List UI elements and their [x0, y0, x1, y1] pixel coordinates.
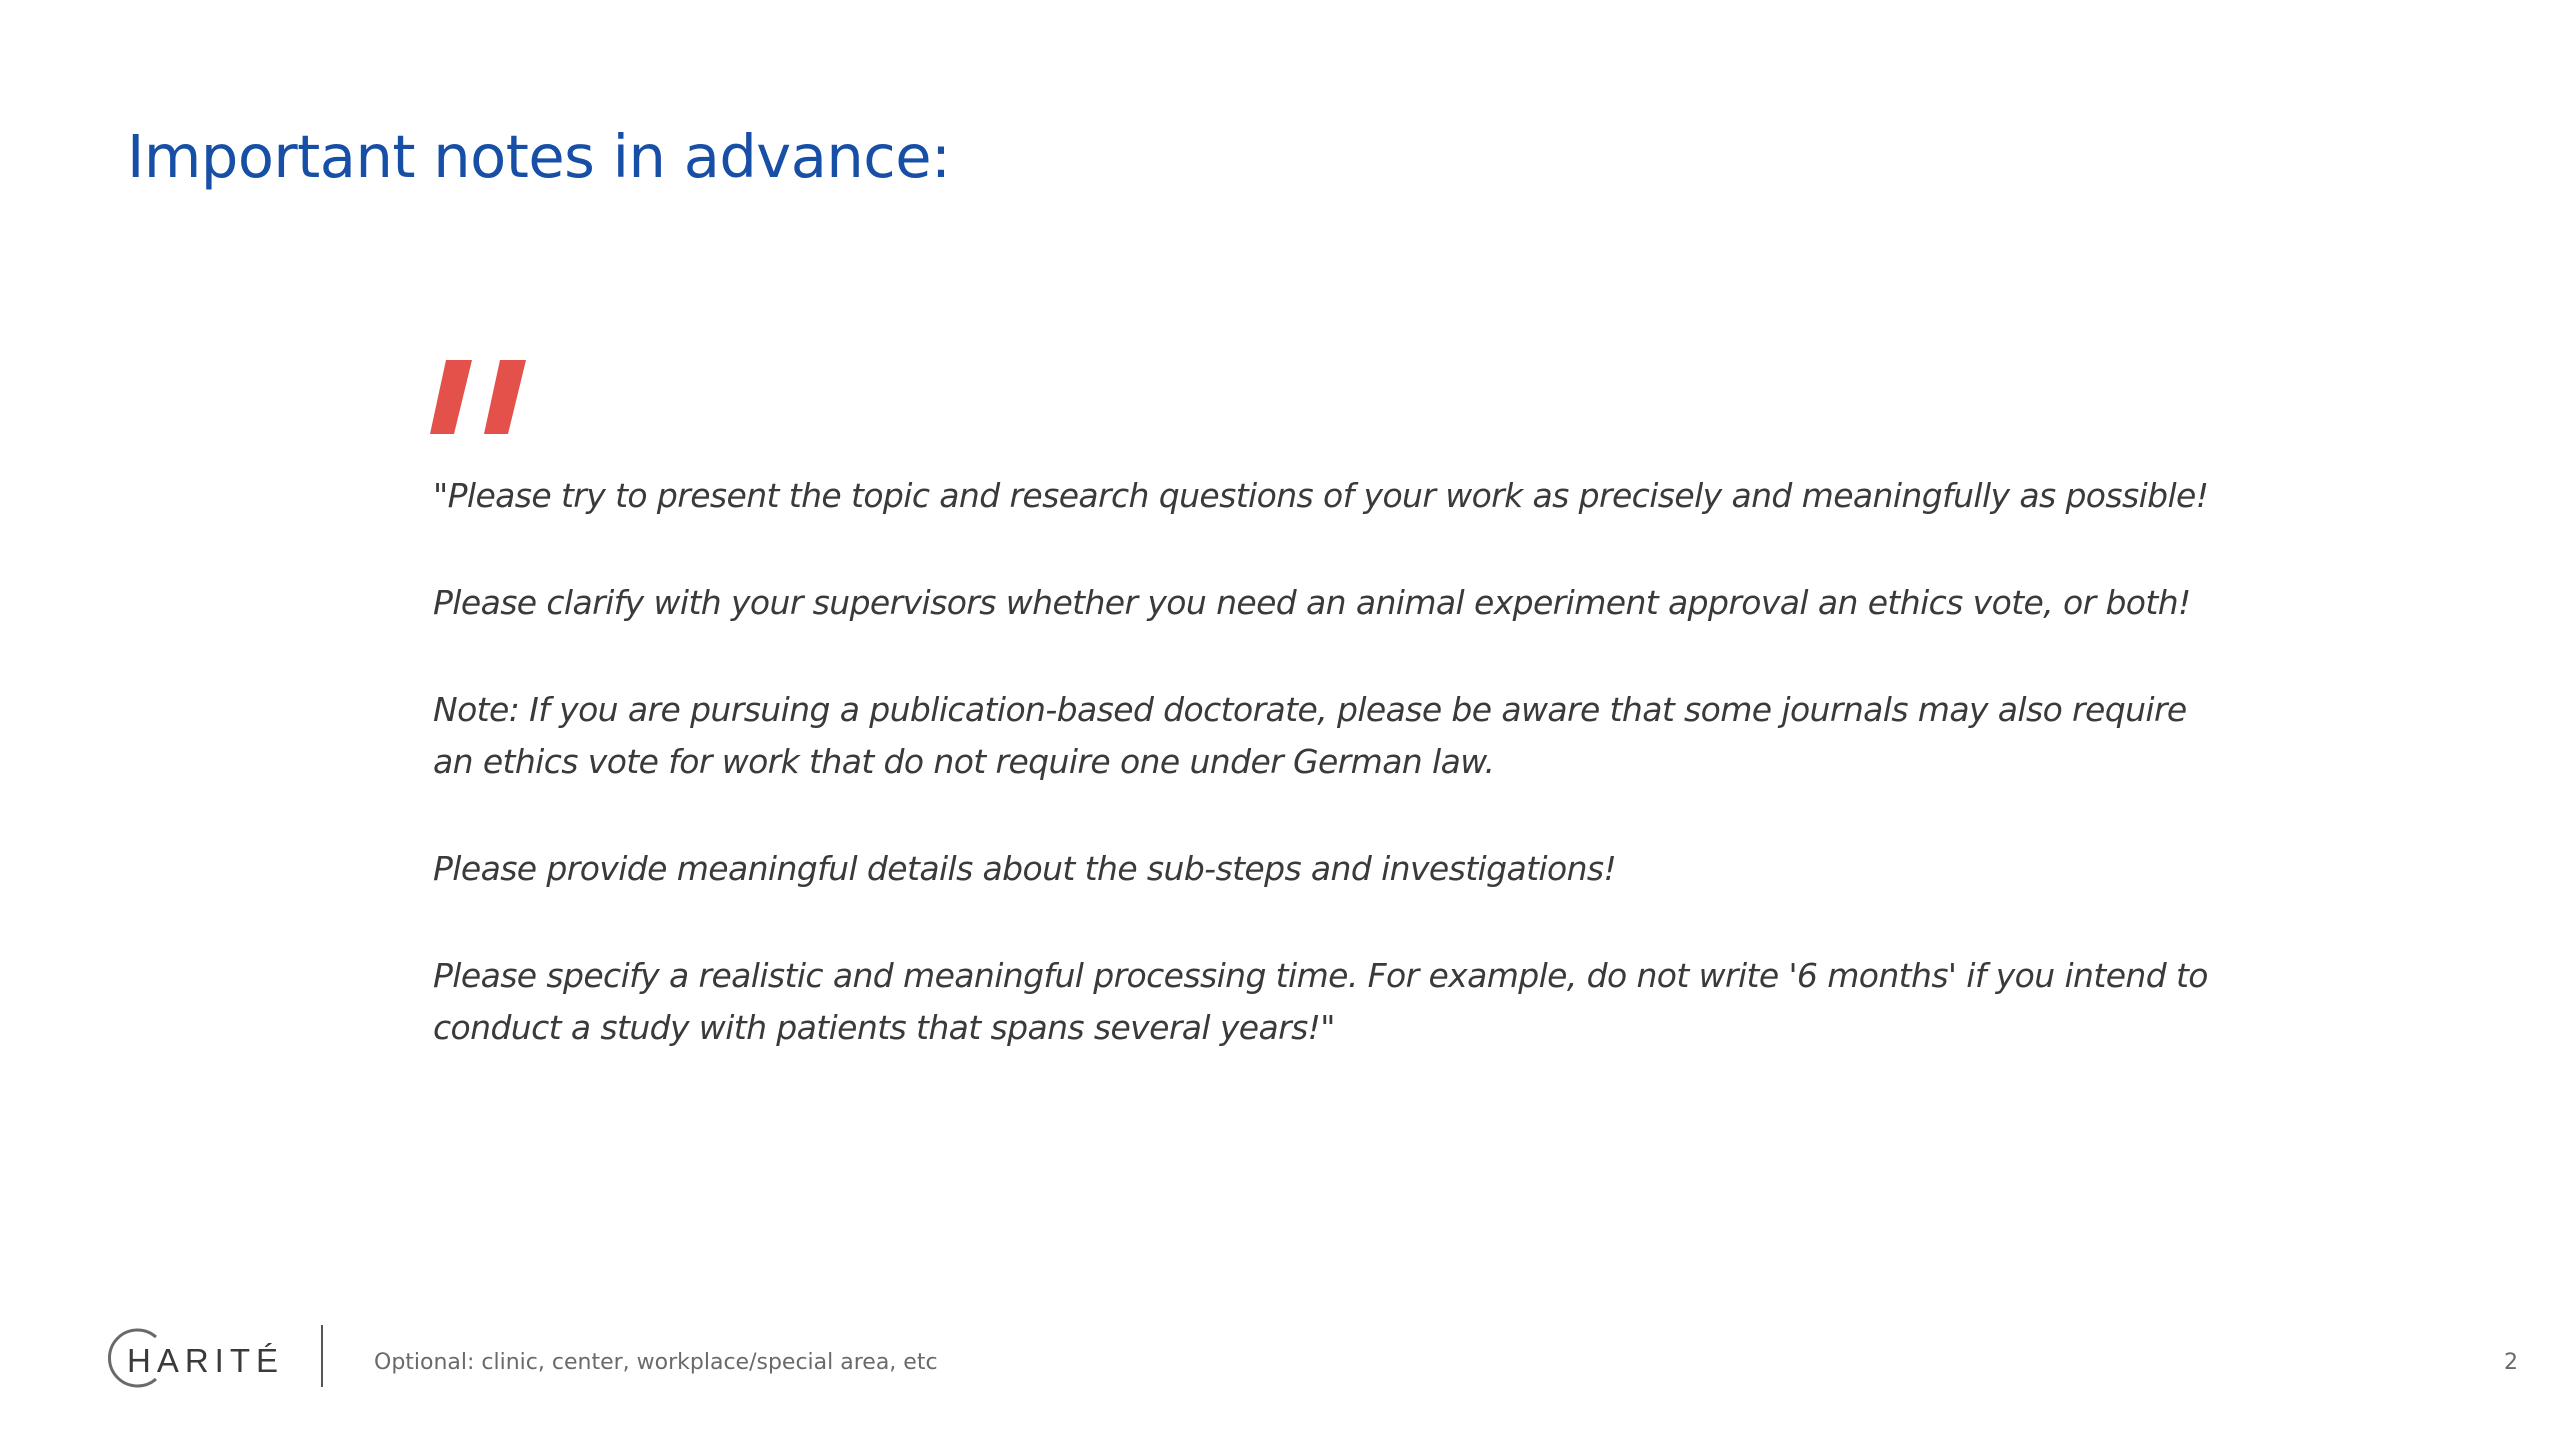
- quote-body: [433, 470, 2213, 1109]
- slide-title: Important notes in advance:: [127, 122, 951, 191]
- page-number: 2: [2504, 1350, 2518, 1375]
- quote-mark-icon: [428, 358, 548, 448]
- quote-paragraph: "Please try to present the topic and research questions of your work as precisely and meaningfully as possible!: [433, 476, 2209, 515]
- logo-text: HARITÉ: [127, 1342, 285, 1379]
- quote-mark-right-stroke: [484, 360, 526, 434]
- quote-paragraph: Note: If you are pursuing a publication-based doctorate, please be aware that some journals may also require an ethics vote for work that do not require one under German law.: [433, 690, 2187, 781]
- footer-subtitle: Optional: clinic, center, workplace/special area, etc: [374, 1350, 938, 1375]
- quote-paragraph: Please provide meaningful details about the sub-steps and investigations!: [433, 849, 1617, 888]
- charite-logo: [104, 1325, 284, 1395]
- quote-paragraph: Please clarify with your supervisors whether you need an animal experiment approval an ethics vote, or both!: [433, 583, 2191, 622]
- quote-mark-left-stroke: [430, 360, 472, 434]
- quote-paragraph: Please specify a realistic and meaningful processing time. For example, do not write '6 months' if you intend to conduct a study with patients that spans several years!": [433, 956, 2208, 1047]
- footer-divider: [321, 1325, 323, 1387]
